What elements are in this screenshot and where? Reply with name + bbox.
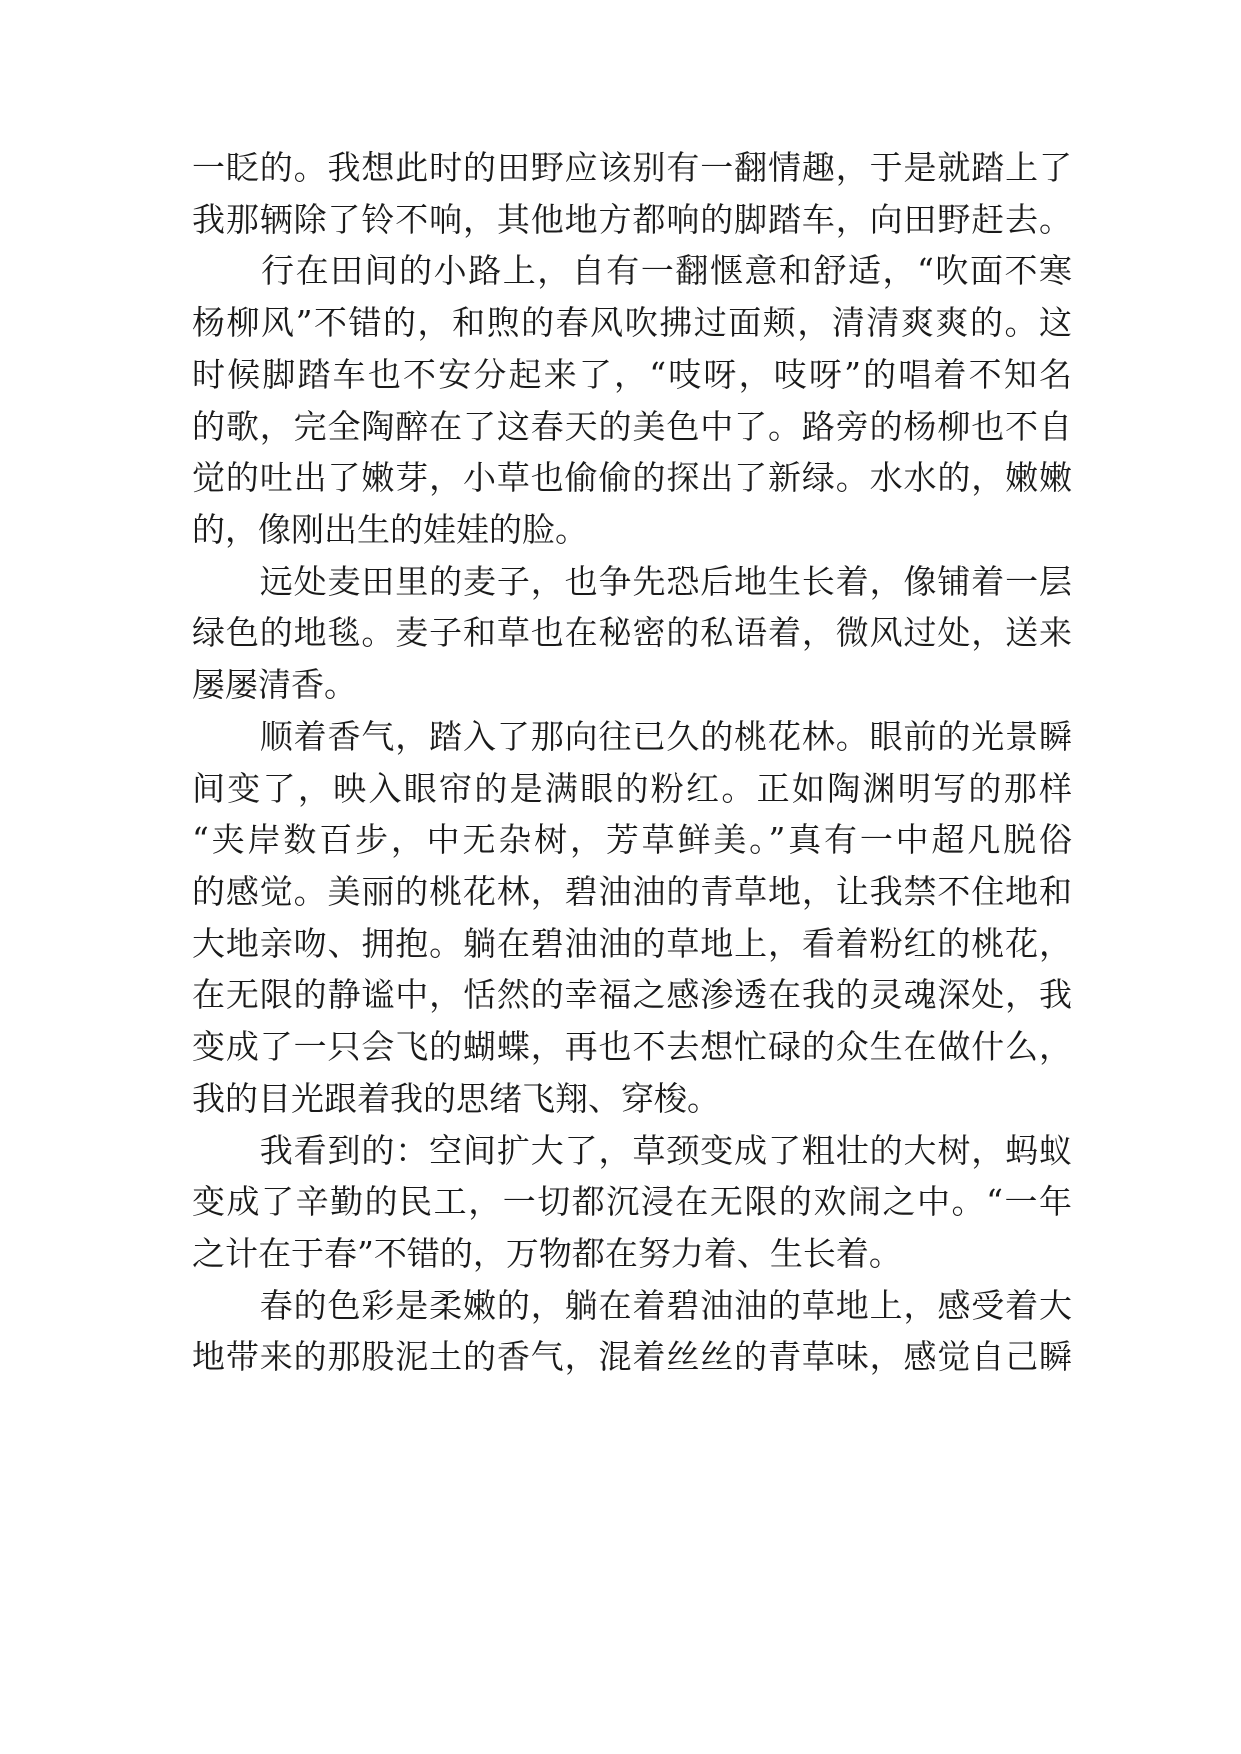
text-line: 变成了一只会飞的蝴蝶，再也不去想忙碌的众生在做什么， [192, 1027, 1072, 1066]
text-line: 远处麦田里的麦子，也争先恐后地生长着，像铺着一层 [192, 562, 1072, 601]
text-line: 顺着香气，踏入了那向往已久的桃花林。眼前的光景瞬 [192, 717, 1072, 756]
text-line: 之计在于春”不错的，万物都在努力着、生长着。 [192, 1234, 902, 1273]
text-line: 屡屡清香。 [192, 665, 357, 704]
text-line: 我那辆除了铃不响，其他地方都响的脚踏车，向田野赶去。 [192, 200, 1072, 239]
text-line: 春的色彩是柔嫩的，躺在着碧油油的草地上，感受着大 [192, 1286, 1072, 1325]
text-line: 变成了辛勤的民工，一切都沉浸在无限的欢闹之中。“一年 [192, 1182, 1072, 1221]
text-line: 的歌，完全陶醉在了这春天的美色中了。路旁的杨柳也不自 [192, 407, 1072, 446]
text-line: 的，像刚出生的娃娃的脸。 [192, 510, 588, 549]
text-line: 间变了，映入眼帘的是满眼的粉红。正如陶渊明写的那样 [192, 769, 1072, 808]
text-line: 觉的吐出了嫩芽，小草也偷偷的探出了新绿。水水的，嫩嫩 [192, 458, 1072, 497]
text-line: “夹岸数百步，中无杂树，芳草鲜美。”真有一中超凡脱俗 [192, 820, 1072, 859]
text-line: 时候脚踏车也不安分起来了，“吱呀，吱呀”的唱着不知名 [192, 355, 1072, 394]
text-line: 我看到的：空间扩大了，草颈变成了粗壮的大树，蚂蚁 [192, 1131, 1072, 1170]
text-line: 绿色的地毯。麦子和草也在秘密的私语着，微风过处，送来 [192, 613, 1072, 652]
text-line: 地带来的那股泥土的香气，混着丝丝的青草味，感觉自己瞬 [192, 1337, 1072, 1376]
text-line: 杨柳风”不错的，和煦的春风吹拂过面颊，清清爽爽的。这 [192, 303, 1072, 342]
text-line: 的感觉。美丽的桃花林，碧油油的青草地，让我禁不住地和 [192, 872, 1072, 911]
text-line: 一眨的。我想此时的田野应该别有一翻情趣，于是就踏上了 [192, 148, 1072, 187]
text-line: 我的目光跟着我的思绪飞翔、穿梭。 [192, 1079, 720, 1118]
text-line: 行在田间的小路上，自有一翻惬意和舒适，“吹面不寒 [192, 251, 1072, 290]
text-line: 在无限的静谧中，恬然的幸福之感渗透在我的灵魂深处，我 [192, 975, 1072, 1014]
text-line: 大地亲吻、拥抱。躺在碧油油的草地上，看着粉红的桃花， [192, 924, 1072, 963]
